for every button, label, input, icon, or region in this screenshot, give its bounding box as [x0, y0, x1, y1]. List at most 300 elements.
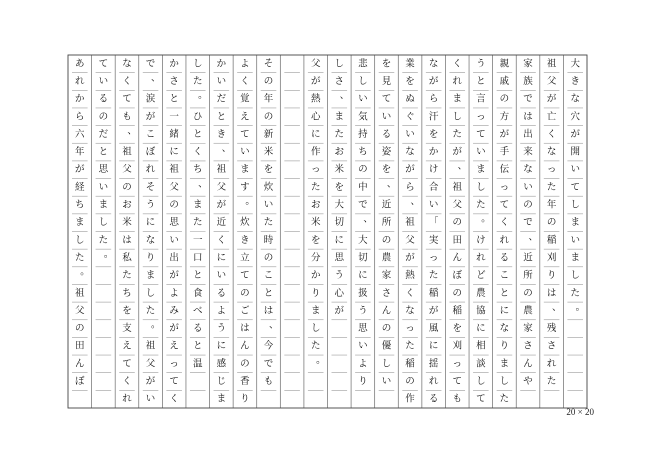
manuscript-char: れ [122, 393, 132, 405]
manuscript-char: ぐ [405, 111, 415, 123]
manuscript-char: 戚 [499, 75, 510, 87]
manuscript-char: か [169, 58, 179, 70]
manuscript-char: の [263, 111, 274, 123]
manuscript-char: 言 [476, 93, 486, 105]
manuscript-char: た [546, 376, 557, 388]
manuscript-char: き [570, 75, 580, 87]
manuscript-char: 作 [310, 146, 321, 158]
manuscript-char: 近 [523, 252, 533, 264]
manuscript-char: い [381, 376, 392, 388]
manuscript-char: 新 [263, 128, 274, 140]
manuscript-char: が [428, 75, 439, 87]
manuscript-char: ま [334, 111, 345, 123]
manuscript-char: 涙 [145, 93, 156, 105]
manuscript-char: ん [381, 305, 392, 317]
manuscript-char: が [310, 75, 321, 87]
manuscript-char: 経 [75, 181, 85, 193]
manuscript-char: た [570, 287, 580, 299]
manuscript-char: 揺 [428, 358, 439, 370]
manuscript-char: 祖 [75, 287, 85, 299]
manuscript-char: 祖 [145, 340, 156, 352]
manuscript-char: し [358, 75, 368, 87]
manuscript-char: 、 [268, 319, 279, 331]
manuscript-char: 立 [240, 252, 250, 264]
manuscript-char: 祖 [122, 146, 132, 158]
manuscript-char: が [546, 93, 557, 105]
manuscript-char: る [428, 393, 439, 405]
manuscript-char: 、 [127, 125, 137, 137]
manuscript-char: ま [98, 199, 109, 211]
manuscript-char: 六 [75, 128, 85, 140]
manuscript-char: な [428, 58, 439, 70]
manuscript-char: み [169, 305, 179, 317]
manuscript-char: し [192, 58, 203, 70]
manuscript-char: の [381, 234, 392, 246]
manuscript-char: た [192, 75, 203, 87]
manuscript-char: 作 [405, 393, 415, 405]
manuscript-char: る [98, 93, 109, 105]
manuscript-char: く [216, 234, 227, 246]
manuscript-char: な [122, 58, 132, 70]
manuscript-char: の [523, 287, 533, 299]
manuscript-char: 相 [476, 340, 486, 352]
manuscript-char: し [98, 217, 109, 229]
manuscript-char: 扱 [358, 287, 368, 299]
manuscript-char: 、 [410, 195, 421, 207]
manuscript-char: 。 [103, 248, 114, 260]
manuscript-char: ま [499, 358, 510, 370]
manuscript-char: け [428, 164, 439, 176]
manuscript-char: 切 [358, 252, 368, 264]
manuscript-char: で [523, 217, 533, 229]
manuscript-char: を [428, 128, 439, 140]
manuscript-char: こ [499, 270, 510, 282]
manuscript-char: い [523, 181, 533, 193]
manuscript-char: し [75, 234, 85, 246]
manuscript-char: べ [192, 305, 203, 317]
manuscript-char: れ [75, 75, 85, 87]
manuscript-char: 、 [457, 160, 468, 172]
manuscript-char: し [145, 287, 156, 299]
manuscript-char: 持 [358, 128, 368, 140]
manuscript-char: 父 [546, 75, 557, 87]
manuscript-char: で [263, 358, 274, 370]
manuscript-char: を [452, 323, 463, 335]
manuscript-char: え [169, 340, 179, 352]
manuscript-char: 支 [122, 323, 132, 335]
manuscript-char: な [523, 164, 533, 176]
manuscript-char: い [216, 270, 227, 282]
manuscript-char: で [358, 199, 368, 211]
manuscript-char: さ [523, 340, 533, 352]
manuscript-char: 切 [334, 217, 345, 229]
manuscript-char: け [476, 234, 486, 246]
manuscript-char: も [122, 111, 132, 123]
manuscript-char: き [240, 234, 250, 246]
manuscript-char: い [570, 164, 580, 176]
manuscript-char: ま [216, 393, 227, 405]
manuscript-char: れ [546, 358, 557, 370]
manuscript-char: り [240, 393, 250, 405]
manuscript-char: 祖 [452, 181, 463, 193]
manuscript-char: た [334, 128, 345, 140]
manuscript-char: 穴 [570, 111, 580, 123]
manuscript-char: 口 [192, 252, 203, 264]
manuscript-char: 、 [386, 178, 397, 190]
manuscript-char: ん [452, 252, 463, 264]
manuscript-char: 開 [570, 146, 580, 158]
manuscript-char: ま [570, 217, 580, 229]
manuscript-char: た [75, 252, 85, 264]
manuscript-char: に [169, 146, 179, 158]
manuscript-char: て [476, 393, 486, 405]
manuscript-char: う [476, 58, 486, 70]
manuscript-char: い [358, 93, 368, 105]
manuscript-char: れ [476, 252, 486, 264]
manuscript-char: 。 [198, 90, 208, 102]
manuscript-char: の [452, 287, 463, 299]
manuscript-char: で [523, 93, 533, 105]
manuscript-char: か [75, 93, 85, 105]
manuscript-char: 米 [334, 164, 345, 176]
manuscript-char: を [334, 181, 345, 193]
manuscript-char: た [546, 181, 557, 193]
manuscript-char: 方 [499, 111, 510, 123]
manuscript-char: 祖 [405, 217, 415, 229]
manuscript-char: が [169, 323, 179, 335]
manuscript-char: の [263, 75, 274, 87]
manuscript-char: 分 [310, 252, 321, 264]
manuscript-char: 伝 [499, 164, 510, 176]
manuscript-char: れ [145, 164, 156, 176]
manuscript-char: 思 [169, 217, 179, 229]
manuscript-char: 。 [80, 266, 90, 278]
manuscript-char: 悲 [358, 58, 368, 70]
manuscript-char: く [192, 146, 203, 158]
manuscript-char: 香 [240, 376, 250, 388]
manuscript-char: と [98, 146, 109, 158]
manuscript-char: 田 [452, 234, 463, 246]
manuscript-char: い [570, 234, 580, 246]
manuscript-char: 私 [122, 252, 132, 264]
manuscript-char: 。 [481, 213, 491, 225]
manuscript-char: 業 [405, 58, 415, 70]
manuscript-char: 年 [263, 93, 274, 105]
manuscript-char: 風 [428, 323, 439, 335]
manuscript-char: に [216, 340, 227, 352]
manuscript-char: を [405, 75, 415, 87]
manuscript-char: 炊 [263, 181, 274, 193]
manuscript-char: な [546, 146, 557, 158]
manuscript-char: 、 [151, 72, 161, 84]
manuscript-char: か [428, 146, 439, 158]
manuscript-char: う [334, 270, 345, 282]
manuscript-char: っ [452, 358, 463, 370]
manuscript-char: に [216, 252, 227, 264]
manuscript-char: ち [75, 199, 85, 211]
manuscript-char: ど [476, 270, 486, 282]
manuscript-char: 出 [169, 252, 179, 264]
manuscript-char: か [310, 270, 321, 282]
manuscript-char: る [499, 252, 510, 264]
manuscript-char: さ [381, 287, 392, 299]
manuscript-char: る [216, 287, 227, 299]
manuscript-char: 熱 [405, 270, 415, 282]
manuscript-char: い [145, 393, 156, 405]
manuscript-char: が [452, 146, 463, 158]
manuscript-char: の [98, 111, 109, 123]
manuscript-char: と [499, 287, 510, 299]
manuscript-char: は [523, 111, 533, 123]
manuscript-char: し [499, 376, 510, 388]
manuscript-char: そ [263, 58, 274, 70]
manuscript-char: よ [216, 305, 227, 317]
manuscript-char: く [169, 393, 179, 405]
manuscript-char: た [263, 217, 274, 229]
manuscript-char: い [405, 128, 415, 140]
manuscript-char: 族 [523, 75, 533, 87]
manuscript-char: 手 [499, 146, 510, 158]
manuscript-char: 緒 [169, 128, 179, 140]
manuscript-char: が [405, 164, 415, 176]
manuscript-char: と [216, 111, 227, 123]
manuscript-char: 覚 [240, 93, 250, 105]
manuscript-char: っ [405, 323, 415, 335]
manuscript-char: う [145, 199, 156, 211]
manuscript-char: さ [546, 340, 557, 352]
manuscript-char: 大 [334, 199, 345, 211]
manuscript-char: だ [216, 93, 227, 105]
manuscript-char: ま [192, 199, 203, 211]
manuscript-char: を [122, 305, 132, 317]
manuscript-char: い [216, 75, 227, 87]
manuscript-char: だ [98, 128, 109, 140]
manuscript-char: て [499, 199, 510, 211]
manuscript-char: い [169, 234, 179, 246]
manuscript-char: に [358, 270, 368, 282]
manuscript-char: そ [145, 181, 156, 193]
manuscript-char: す [240, 181, 250, 193]
manuscript-char: が [405, 252, 415, 264]
manuscript-char: 協 [476, 305, 486, 317]
manuscript-char: ら [75, 111, 85, 123]
manuscript-char: 刈 [546, 252, 557, 264]
manuscript-char: 祖 [216, 164, 227, 176]
manuscript-char: 亡 [546, 111, 557, 123]
manuscript-char: ぬ [405, 93, 415, 105]
manuscript-char: が [169, 270, 179, 282]
manuscript-char: に [428, 340, 439, 352]
manuscript-char: 時 [263, 234, 274, 246]
manuscript-char: ま [75, 217, 85, 229]
manuscript-char: 思 [334, 252, 345, 264]
manuscript-char: の [452, 217, 463, 229]
manuscript-char: 近 [216, 217, 227, 229]
manuscript-char: や [523, 376, 533, 388]
manuscript-char: 稲 [405, 358, 415, 370]
manuscript-char: 汗 [428, 111, 439, 123]
manuscript-char: の [405, 376, 415, 388]
manuscript-char: っ [476, 111, 486, 123]
manuscript-char: 大 [358, 234, 368, 246]
manuscript-char: り [145, 252, 156, 264]
manuscript-char: な [570, 93, 580, 105]
manuscript-char: 食 [192, 287, 203, 299]
manuscript-char: を [381, 58, 392, 70]
manuscript-char: い [98, 181, 109, 193]
manuscript-text [75, 57, 585, 404]
manuscript-char: 農 [523, 305, 533, 317]
manuscript-char: て [381, 93, 392, 105]
manuscript-char: し [570, 199, 580, 211]
manuscript-char: り [546, 270, 557, 282]
manuscript-char: 一 [192, 234, 203, 246]
manuscript-char: ん [240, 340, 250, 352]
manuscript-char: っ [428, 252, 439, 264]
manuscript-char: 、 [221, 143, 232, 155]
manuscript-char: の [381, 323, 392, 335]
manuscript-char: く [499, 217, 510, 229]
manuscript-char: る [192, 323, 203, 335]
manuscript-char: 心 [334, 287, 345, 299]
manuscript-char: 。 [575, 301, 586, 313]
manuscript-char: こ [263, 270, 274, 282]
manuscript-char: な [405, 305, 415, 317]
manuscript-char: 実 [428, 234, 439, 246]
manuscript-char: 稲 [452, 305, 463, 317]
manuscript-char: 家 [381, 270, 392, 282]
manuscript-char: 刈 [452, 340, 463, 352]
manuscript-char: い [381, 111, 392, 123]
manuscript-char: さ [169, 75, 179, 87]
manuscript-char: と [192, 270, 203, 282]
manuscript-char: 父 [75, 305, 85, 317]
manuscript-char: ち [122, 287, 132, 299]
manuscript-char: っ [310, 164, 321, 176]
manuscript-char: ま [240, 164, 250, 176]
manuscript-char: え [122, 340, 132, 352]
manuscript-char: 父 [216, 181, 227, 193]
manuscript-char: る [381, 128, 392, 140]
manuscript-char: ま [476, 164, 486, 176]
manuscript-char: 見 [381, 75, 392, 87]
manuscript-char: 感 [216, 358, 227, 370]
manuscript-char: の [240, 358, 250, 370]
manuscript-char: 年 [75, 146, 85, 158]
manuscript-char: じ [216, 376, 227, 388]
manuscript-char: 父 [122, 164, 132, 176]
manuscript-char: て [570, 181, 580, 193]
manuscript-char: の [122, 181, 132, 193]
manuscript-char: 。 [245, 195, 255, 207]
manuscript-char: ぼ [145, 146, 156, 158]
manuscript-char: ら [428, 93, 439, 105]
manuscript-char: の [263, 252, 274, 264]
manuscript-char: に [310, 128, 321, 140]
manuscript-char: 出 [523, 128, 533, 140]
manuscript-char: な [145, 234, 156, 246]
manuscript-char: た [310, 340, 321, 352]
manuscript-char: し [476, 376, 486, 388]
manuscript-char: 、 [363, 213, 373, 225]
manuscript-char: 談 [476, 358, 486, 370]
manuscript-char: し [334, 58, 345, 70]
manuscript-char: 稲 [546, 234, 557, 246]
manuscript-char: も [263, 376, 274, 388]
manuscript-char: く [405, 287, 415, 299]
manuscript-char: に [476, 323, 486, 335]
manuscript-char: の [75, 323, 85, 335]
manuscript-char: が [145, 111, 156, 123]
manuscript-char: よ [240, 58, 250, 70]
manuscript-char: に [334, 234, 345, 246]
manuscript-char: ま [452, 93, 463, 105]
manuscript-char: が [75, 164, 85, 176]
manuscript-char: 米 [310, 217, 321, 229]
manuscript-char: が [334, 305, 345, 317]
manuscript-char: 父 [169, 181, 179, 193]
manuscript-char: が [216, 199, 227, 211]
manuscript-grid [72, 55, 583, 408]
manuscript-char: ぼ [75, 376, 85, 388]
manuscript-char: く [240, 75, 250, 87]
manuscript-char: た [476, 199, 486, 211]
manuscript-char: 農 [381, 252, 392, 264]
manuscript-char: し [476, 181, 486, 193]
manuscript-char: れ [499, 234, 510, 246]
manuscript-char: お [122, 199, 132, 211]
manuscript-char: 温 [192, 358, 203, 370]
manuscript-char: 家 [523, 58, 533, 70]
manuscript-char: た [192, 217, 203, 229]
manuscript-char: っ [499, 181, 510, 193]
manuscript-char: て [122, 93, 132, 105]
manuscript-char: れ [428, 376, 439, 388]
manuscript-char: た [499, 393, 510, 405]
manuscript-char: な [405, 146, 415, 158]
manuscript-char: ち [192, 164, 203, 176]
manuscript-char: 優 [381, 340, 392, 352]
manuscript-char: と [476, 75, 486, 87]
manuscript-char: 所 [381, 217, 392, 229]
manuscript-char: て [476, 128, 486, 140]
manuscript-char: し [310, 323, 321, 335]
manuscript-char: 思 [98, 164, 109, 176]
manuscript-char: と [192, 128, 203, 140]
manuscript-char: 近 [381, 199, 392, 211]
manuscript-char: く [452, 58, 463, 70]
manuscript-char: 気 [358, 111, 368, 123]
manuscript-char: う [216, 323, 227, 335]
manuscript-char: ま [145, 270, 156, 282]
manuscript-char: お [334, 146, 345, 158]
manuscript-char: 年 [546, 199, 557, 211]
manuscript-char: を [310, 234, 321, 246]
manuscript-char: よ [169, 287, 179, 299]
manuscript-char: か [216, 58, 227, 70]
manuscript-char: 炊 [240, 217, 250, 229]
manuscript-char: ん [75, 358, 85, 370]
manuscript-char: を [381, 164, 392, 176]
manuscript-char: 残 [546, 323, 557, 335]
manuscript-char: て [98, 58, 109, 70]
manuscript-char: た [452, 128, 463, 140]
manuscript-char: く [122, 376, 132, 388]
manuscript-char: 祖 [169, 164, 179, 176]
manuscript-char: 今 [263, 340, 274, 352]
manuscript-char: た [145, 305, 156, 317]
manuscript-char: い [358, 340, 368, 352]
